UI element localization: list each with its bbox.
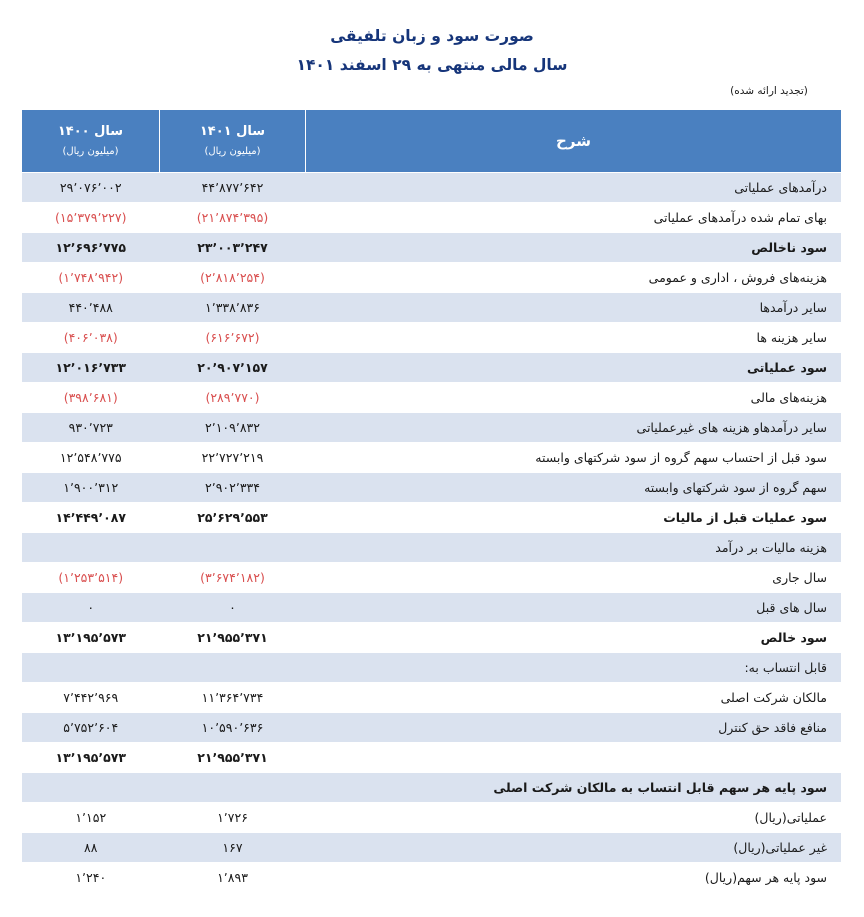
table-row (22, 502, 842, 532)
income-statement-table (21, 109, 842, 893)
row-value-year-1401: ۴۴٬۸۷۷٬۶۴۲ (160, 172, 306, 202)
row-description: هزینه‌های مالی (306, 382, 842, 412)
restated-note: (تجدید ارائه شده) (730, 84, 808, 97)
row-value-year-1401: (۲٬۸۱۸٬۲۵۴) (160, 262, 306, 292)
row-value-year-1401: (۳٬۶۷۴٬۱۸۲) (160, 562, 306, 592)
row-description: سود خالص (306, 622, 842, 652)
document-title-block (0, 0, 864, 81)
table-row (22, 652, 842, 682)
row-description: سود ناخالص (306, 232, 842, 262)
column-header-year-1400 (22, 109, 160, 172)
row-value-year-1400: (۱٬۲۵۳٬۵۱۴) (22, 562, 160, 592)
table-row (22, 172, 842, 202)
row-description: سود قبل از احتساب سهم گروه از سود شرکتهای وابسته (306, 442, 842, 472)
row-value-year-1401: ۱٬۸۹۳ (160, 862, 306, 892)
table-row (22, 712, 842, 742)
column-header-year-1401 (160, 109, 306, 172)
row-value-year-1400: ۵٬۷۵۲٬۶۰۴ (22, 712, 160, 742)
table-row (22, 862, 842, 892)
row-value-year-1400: ۱۲٬۶۹۶٬۷۷۵ (22, 232, 160, 262)
row-value-year-1401: ۲۳٬۰۰۳٬۲۴۷ (160, 232, 306, 262)
row-description: درآمدهای عملیاتی (306, 172, 842, 202)
row-value-year-1401: ۲٬۹۰۲٬۳۳۴ (160, 472, 306, 502)
column-header-description: شرح (306, 109, 842, 172)
row-value-year-1401: ۲٬۱۰۹٬۸۳۲ (160, 412, 306, 442)
row-value-year-1401: ۲۰٬۹۰۷٬۱۵۷ (160, 352, 306, 382)
row-value-year-1400: ۸۸ (22, 832, 160, 862)
row-value-year-1401 (160, 772, 306, 802)
table-header-row (22, 109, 842, 172)
row-value-year-1400: (۳۹۸٬۶۸۱) (22, 382, 160, 412)
row-value-year-1401: ۱٬۳۳۸٬۸۳۶ (160, 292, 306, 322)
row-description: سود پایه هر سهم(ریال) (306, 862, 842, 892)
row-description: غیر عملیاتی(ریال) (306, 832, 842, 862)
row-value-year-1400: ۱٬۹۰۰٬۳۱۲ (22, 472, 160, 502)
row-value-year-1400: ۱۲٬۰۱۶٬۷۳۳ (22, 352, 160, 382)
table-row (22, 592, 842, 622)
table-row (22, 562, 842, 592)
table-row (22, 742, 842, 772)
table-body (22, 172, 842, 892)
row-value-year-1400: ۱۳٬۱۹۵٬۵۷۳ (22, 742, 160, 772)
row-description: عملیاتی(ریال) (306, 802, 842, 832)
row-value-year-1401: ۰ (160, 592, 306, 622)
row-description: سود پایه هر سهم قابل انتساب به مالکان شرکت اصلی (306, 772, 842, 802)
row-description: هزینه‌های فروش ، اداری و عمومی (306, 262, 842, 292)
row-description: قابل انتساب به: (306, 652, 842, 682)
table-row (22, 292, 842, 322)
row-value-year-1400 (22, 772, 160, 802)
row-value-year-1400: ۱٬۱۵۲ (22, 802, 160, 832)
row-value-year-1401: ۲۱٬۹۵۵٬۳۷۱ (160, 742, 306, 772)
row-description (306, 742, 842, 772)
row-description: مالکان شرکت اصلی (306, 682, 842, 712)
row-description: بهای تمام شده درآمدهای عملیاتی (306, 202, 842, 232)
row-description: منافع فاقد حق کنترل (306, 712, 842, 742)
table-row (22, 772, 842, 802)
table-row (22, 382, 842, 412)
restated-note-row (22, 85, 842, 107)
title-line-period: سال مالی منتهی به ۲۹ اسفند ۱۴۰۱ (296, 56, 568, 75)
row-value-year-1400 (22, 652, 160, 682)
row-value-year-1400: ۱٬۲۴۰ (22, 862, 160, 892)
column-header-year-1401-unit: (میلیون ریال) (204, 145, 261, 157)
row-description: سود عملیاتی (306, 352, 842, 382)
row-description: سهم گروه از سود شرکتهای وابسته (306, 472, 842, 502)
row-value-year-1400: ۱۳٬۱۹۵٬۵۷۳ (22, 622, 160, 652)
row-value-year-1400: ۴۴۰٬۴۸۸ (22, 292, 160, 322)
row-value-year-1401: ۱٬۷۲۶ (160, 802, 306, 832)
row-value-year-1401: ۱۶۷ (160, 832, 306, 862)
row-value-year-1401: (۶۱۶٬۶۷۲) (160, 322, 306, 352)
row-value-year-1401 (160, 652, 306, 682)
row-value-year-1400: ۱۲٬۵۴۸٬۷۷۵ (22, 442, 160, 472)
table-row (22, 682, 842, 712)
table-row (22, 442, 842, 472)
table-row (22, 832, 842, 862)
table-row (22, 262, 842, 292)
table-row (22, 472, 842, 502)
table-container (22, 109, 842, 893)
table-row (22, 802, 842, 832)
row-value-year-1400: ۲۹٬۰۷۶٬۰۰۲ (22, 172, 160, 202)
table-row (22, 232, 842, 262)
row-value-year-1401: (۲۸۹٬۷۷۰) (160, 382, 306, 412)
table-row (22, 202, 842, 232)
table-row (22, 622, 842, 652)
row-value-year-1401: ۲۵٬۶۲۹٬۵۵۳ (160, 502, 306, 532)
row-description: هزینه مالیات بر درآمد (306, 532, 842, 562)
row-description: سال های قبل (306, 592, 842, 622)
row-description: سایر درآمدهاو هزینه های غیرعملیاتی (306, 412, 842, 442)
column-header-year-1400-label: سال ۱۴۰۰ (57, 123, 124, 139)
table-row (22, 412, 842, 442)
table-row (22, 352, 842, 382)
row-description: سایر هزینه ها (306, 322, 842, 352)
row-value-year-1401: ۱۰٬۵۹۰٬۶۳۶ (160, 712, 306, 742)
row-value-year-1400: ۱۴٬۴۴۹٬۰۸۷ (22, 502, 160, 532)
row-description: سود عملیات قبل از مالیات (306, 502, 842, 532)
row-value-year-1401 (160, 532, 306, 562)
row-description: سال جاری (306, 562, 842, 592)
row-value-year-1401: ۲۱٬۹۵۵٬۳۷۱ (160, 622, 306, 652)
row-description: سایر درآمدها (306, 292, 842, 322)
row-value-year-1400: (۱٬۷۴۸٬۹۴۲) (22, 262, 160, 292)
row-value-year-1400: ۷٬۴۴۲٬۹۶۹ (22, 682, 160, 712)
row-value-year-1400: ۹۳۰٬۷۲۳ (22, 412, 160, 442)
table-header (22, 109, 842, 172)
row-value-year-1400 (22, 532, 160, 562)
title-line-primary: صورت سود و زبان تلفیقی (330, 27, 534, 45)
row-value-year-1401: (۲۱٬۸۷۴٬۳۹۵) (160, 202, 306, 232)
row-value-year-1400: ۰ (22, 592, 160, 622)
row-value-year-1400: (۴۰۶٬۰۳۸) (22, 322, 160, 352)
row-value-year-1401: ۲۲٬۷۲۷٬۲۱۹ (160, 442, 306, 472)
table-row (22, 532, 842, 562)
column-header-year-1400-unit: (میلیون ریال) (62, 145, 119, 157)
table-row (22, 322, 842, 352)
row-value-year-1401: ۱۱٬۳۶۴٬۷۳۴ (160, 682, 306, 712)
column-header-year-1401-label: سال ۱۴۰۱ (199, 123, 266, 139)
row-value-year-1400: (۱۵٬۳۷۹٬۲۲۷) (22, 202, 160, 232)
